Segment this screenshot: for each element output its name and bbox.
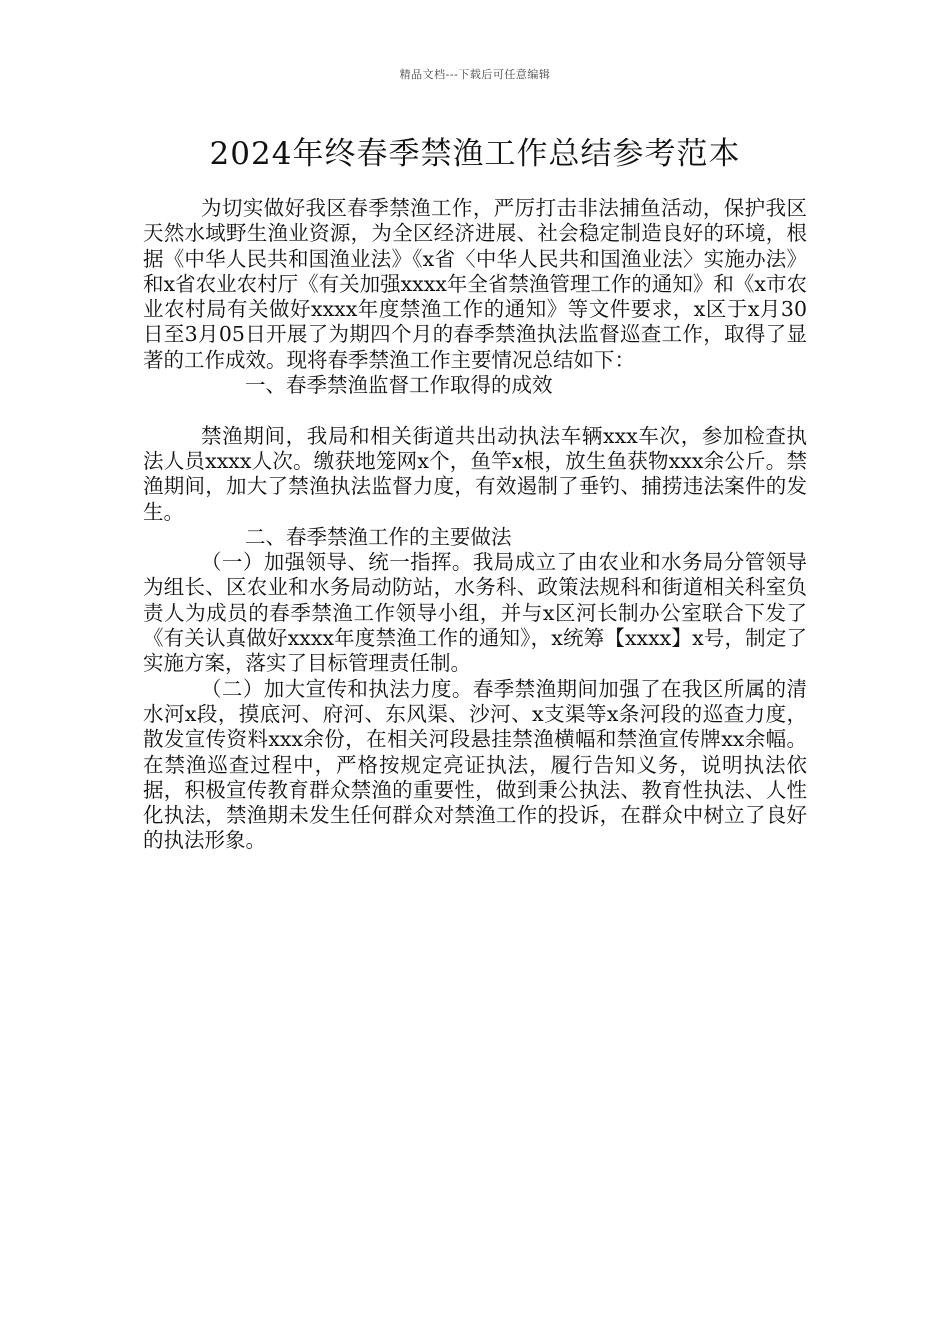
document-body [143, 196, 807, 854]
section-1-paragraph: 禁渔期间，我局和相关街道共出动执法车辆xxx车次，参加检查执法人员xxxx人次。缴获地笼网x个，鱼竿x根，放生鱼获物xxx余公斤。禁渔期间，加大了禁渔执法监督力度，有效遏制了垂钓、捕捞违法案件的发生。 [143, 423, 807, 524]
intro-paragraph: 为切实做好我区春季禁渔工作，严厉打击非法捕鱼活动，保护我区天然水域野生渔业资源，为全区经济进展、社会稳定制造良好的环境，根据《中华人民共和国渔业法》《x省〈中华人民共和国渔业法〉实施办法》和x省农业农村厅《有关加强xxxx年全省禁渔管理工作的通知》和《x市农业农村局有关做好xxxx年度禁渔工作的通知》等文件要求，x区于x月30日至3月05日开展了为期四个月的春季禁渔执法监督巡查工作，取得了显著的工作成效。现将春季禁渔工作主要情况总结如下： [143, 196, 807, 372]
header-note: 精品文档---下载后可任意编辑 [399, 68, 551, 81]
section-1-heading: 一、春季禁渔监督工作取得的成效 [245, 373, 553, 398]
section-2-paragraph-2: （二）加大宣传和执法力度。春季禁渔期间加强了在我区所属的清水河x段，摸底河、府河、东风渠、沙河、x支渠等x条河段的巡查力度，散发宣传资料xxx余份，在相关河段悬挂禁渔横幅和禁渔宣传牌xx余幅。在禁渔巡查过程中，严格按规定亮证执法，履行告知义务，说明执法依据，积极宣传教育群众禁渔的重要性，做到秉公执法、教育性执法、人性化执法，禁渔期未发生任何群众对禁渔工作的投诉，在群众中树立了良好的执法形象。 [143, 676, 807, 853]
section-2-heading: 二、春季禁渔工作的主要做法 [245, 524, 512, 549]
document-title: 2024年终春季禁渔工作总结参考范本 [209, 136, 741, 172]
section-2-paragraph-1: （一）加强领导、统一指挥。我局成立了由农业和水务局分管领导为组长、区农业和水务局动防站，水务科、政策法规科和街道相关科室负责人为成员的春季禁渔工作领导小组，并与x区河长制办公室联合下发了《有关认真做好xxxx年度禁渔工作的通知》，x统筹【xxxx】x号，制定了实施方案，落实了目标管理责任制。 [143, 550, 807, 676]
paragraph-gap [143, 398, 807, 423]
